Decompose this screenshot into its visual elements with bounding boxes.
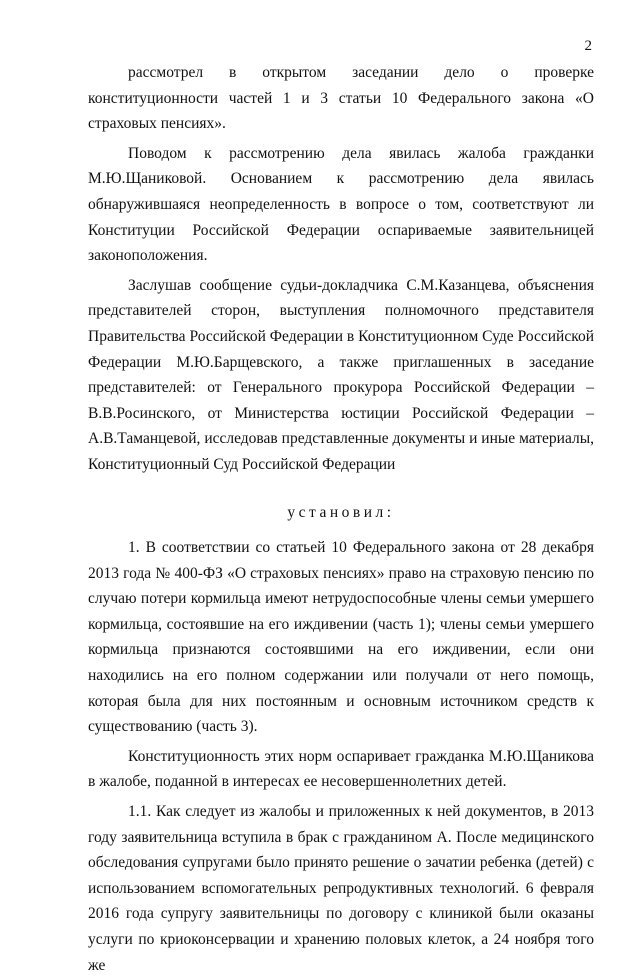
paragraph-intro: рассмотрел в открытом заседании дело о проверке конституционности частей 1 и 3 статьи 10 Федерального закона «О страховых пенсиях». — [88, 64, 594, 133]
paragraph-complaint: Конституционность этих норм оспаривает гражданка М.Ю.Щаникова в жалобе, поданной в интересах ее несовершеннолетних детей. — [88, 747, 594, 791]
paragraph-law-article: 1. В соответствии со статьей 10 Федерального закона от 28 декабря 2013 года № 400-ФЗ «О страховых пенсиях» право на страховую пенсию по случаю потери кормильца имеют нетрудоспособные члены семьи умершего кормильца, состоявшие на его иждивении (часть 1); члены семьи умершего кормильца признаются состоявшими на его иждивении, если они находились на его полном содержании или получали от него помощь, которая была для них постоянным и основным источником средств к существованию (часть 3). — [88, 539, 594, 736]
section-heading: установил: — [287, 503, 395, 521]
paragraph-facts: 1.1. Как следует из жалобы и приложенных к ней документов, в 2013 году заявительница вступила в брак с гражданином А. После медицинского обследования супругами было принято решение о зачатии ребенка (детей) с использованием вспомогательных репродуктивных технологий. 6 февраля 2016 года супругу заявительницы по договору с клиникой были оказаны услуги по криоконсервации и хранению половых клеток, а 24 ноября того же — [88, 803, 594, 974]
page-number: 2 — [584, 38, 592, 54]
document-body — [88, 60, 594, 978]
paragraph-hearing: Заслушав сообщение судьи-докладчика С.М.Казанцева, объяснения представителей сторон, выступления полномочного представителя Правительства Российской Федерации в Конституционном Суде Российской Федерации М.Ю.Барщевского, а также приглашенных в заседание представителей: от Генерального прокурора Российской Федерации – В.В.Росинского, от Министерства юстиции Российской Федерации – А.В.Таманцевой, исследовав представленные документы и иные материалы, Конституционный Суд Российской Федерации — [88, 276, 594, 473]
paragraph-grounds: Поводом к рассмотрению дела явилась жалоба гражданки М.Ю.Щаниковой. Основанием к рассмотрению дела явилась обнаружившаяся неопределенность в вопросе о том, соответствуют ли Конституции Российской Федерации оспариваемые заявительницей законоположения. — [88, 144, 594, 265]
